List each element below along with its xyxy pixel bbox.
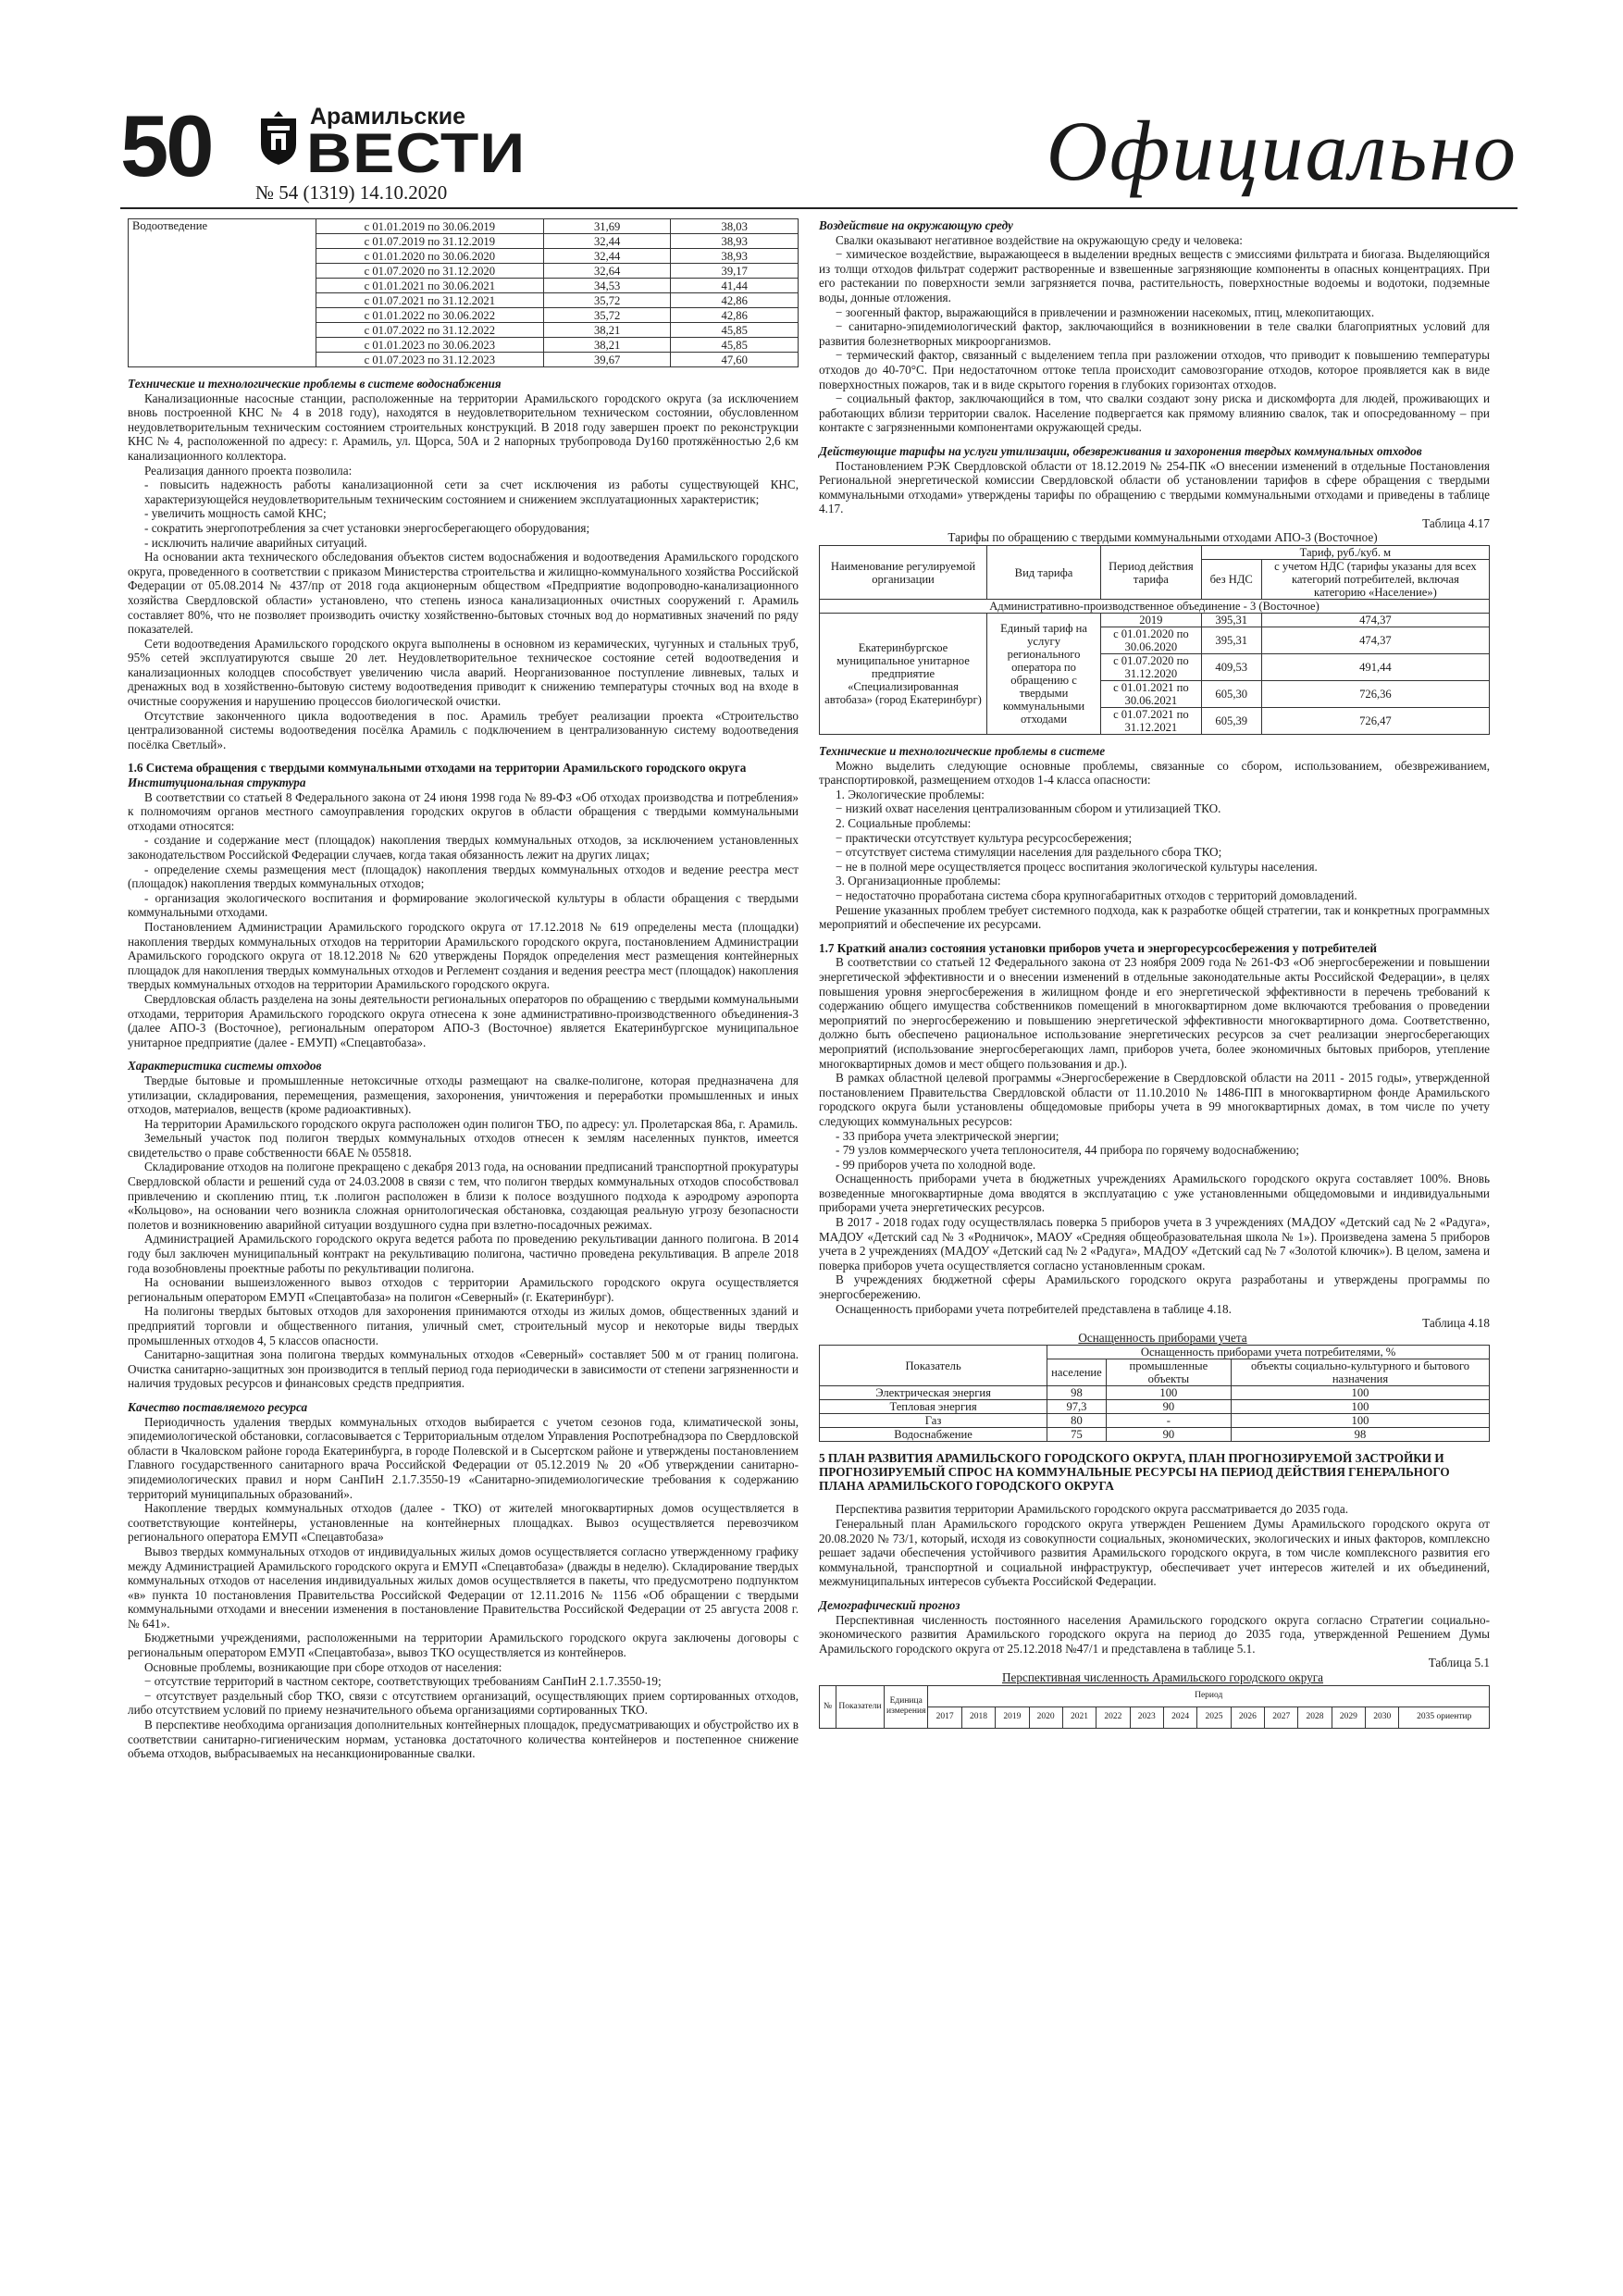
- table-cell: 474,37: [1261, 614, 1489, 627]
- paragraph: Оснащенность приборами учета в бюджетных учреждениях Арамильского городского округа составляет 100%. Вновь возведенные многоквартирные дома вводятся в эксплуатацию с уже установленными общедомовыми и индивидуальными приборами учета энергетических ресурсов.: [819, 1172, 1490, 1215]
- table-row: [129, 264, 799, 279]
- list-item: - увеличить мощность самой КНС;: [144, 506, 327, 521]
- paragraph: На территории Арамильского городского округа расположен один полигон ТБО, по адресу: ул. Пролетарская 86а, г. Арамиль.: [144, 1116, 799, 1131]
- publication-name-top: Арамильские: [310, 104, 466, 130]
- column-header: №: [820, 1685, 836, 1728]
- paragraph: Основные проблемы, возникающие при сборе отходов от населения:: [144, 1659, 502, 1674]
- subheading: Демографический прогноз: [819, 1597, 960, 1612]
- table-cell: 35,72: [543, 293, 671, 308]
- paragraph: Реализация данного проекта позволила:: [144, 463, 353, 478]
- paragraph: − социальный фактор, заключающийся в том, что свалки создают зону риска и дискомфорта для людей, проживающих и работающих вблизи территории свалок. Население подвергается как прямому влиянию свалок, так и опосредованному – при контакте с загрязненными компонентами окружающей среды.: [819, 391, 1490, 435]
- table-cell: с 01.01.2023 по 30.06.2023: [316, 338, 543, 353]
- table-row: [820, 614, 1490, 627]
- table-cell: 726,36: [1261, 681, 1489, 708]
- table-cell: 90: [1106, 1428, 1231, 1442]
- column-header: Тариф, руб./куб. м: [1201, 546, 1489, 560]
- section-heading: 1.7 Краткий анализ состояния установки приборов учета и энергоресурсосбережения у потребителей: [819, 940, 1377, 955]
- paragraph: Можно выделить следующие основные проблемы, связанные со сбором, использованием, обезвреживанием, транспортировкой, размещением отходов 1-4 класса опасности:: [819, 758, 1490, 788]
- year-header: 2017: [928, 1706, 961, 1728]
- paragraph: Постановлением РЭК Свердловской области от 18.12.2019 № 254-ПК «О внесении изменений в отдельные Постановления Региональной энергетической комиссии Свердловской области об установлении тарифов в сфере обращения с твердыми коммунальными отходами» утверждены тарифы по обращению с твердыми коммунальными отходами и приведены в таблице 4.17.: [819, 458, 1490, 516]
- left-column: [128, 218, 799, 1761]
- publication-name-main: ВЕСТИ: [306, 122, 527, 184]
- table-cell: 38,93: [671, 249, 799, 264]
- paragraph: − санитарно-эпидемиологический фактор, заключающийся в возникновении в теле свалки благоприятных условий для развития болезнетворных микроорганизмов.: [819, 319, 1490, 348]
- table-cell: 726,47: [1261, 708, 1489, 735]
- table-row: [129, 279, 799, 293]
- table-row: [129, 249, 799, 264]
- paragraph: На полигоны твердых бытовых отходов для захоронения принимаются отходы из жилых домов, общественных зданий и предприятий торговли и общественного питания, уличный смет, строительный мусор и некоторые виды твердых промышленных отходов 4, 5 классов опасности.: [128, 1304, 799, 1347]
- table-cell: с 01.07.2021 по 31.12.2021: [316, 293, 543, 308]
- section-heading: 5 ПЛАН РАЗВИТИЯ АРАМИЛЬСКОГО ГОРОДСКОГО ОКРУГА, ПЛАН ПРОГНОЗИРУЕМОЙ ЗАСТРОЙКИ И ПРОГНОЗИРУЕМЫЙ СПРОС НА КОММУНАЛЬНЫЕ РЕСУРСЫ НА ПЕРИОД ДЕЙСТВИЯ ГЕНЕРАЛЬНОГО ПЛАНА АРАМИЛЬСКОГО ГОРОДСКОГО ОКРУГА: [819, 1451, 1450, 1494]
- paragraph: - 33 прибора учета электрической энергии;: [836, 1128, 1059, 1143]
- table-cell: с 01.01.2021 по 30.06.2021: [316, 279, 543, 293]
- paragraph: − практически отсутствует культура ресурсосбережения;: [836, 830, 1133, 845]
- year-header: 2030: [1366, 1706, 1399, 1728]
- paragraph: В перспективе необходима организация дополнительных контейнерных площадок, предусматривающих и обустройство их в соответствии санитарно-гигиеническим нормам, установка достаточного количества контейнеров и постепенное снижение объема отходов, выбрасываемых на несанкционированные свалки.: [128, 1718, 799, 1761]
- paragraph: − не в полной мере осуществляется процесс воспитания экологической культуры населения.: [836, 859, 1318, 874]
- table-cell: с 01.01.2020 по 30.06.2020: [316, 249, 543, 264]
- table-cell: 45,85: [671, 323, 799, 338]
- table-cell: -: [1106, 1414, 1231, 1428]
- issue-info: № 54 (1319) 14.10.2020: [255, 181, 448, 204]
- subheading: Воздействие на окружающую среду: [819, 218, 1013, 232]
- row-label-cell: [129, 338, 316, 353]
- table-cell: 34,53: [543, 279, 671, 293]
- table-cell: 474,37: [1261, 627, 1489, 654]
- table-cell: 80: [1047, 1414, 1107, 1428]
- paragraph: В учреждениях бюджетной сферы Арамильского городского округа разработаны и утверждены программы по энергосбережению.: [819, 1272, 1490, 1302]
- table-row: [129, 353, 799, 367]
- table-cell: 2019: [1101, 614, 1202, 627]
- column-header: Вид тарифа: [987, 546, 1101, 600]
- header-rule: [120, 207, 1518, 209]
- table-group-row: [820, 600, 1490, 614]
- list-item: - повысить надежность работы канализационной сети за счет исключения из работы существующей КНС, характеризующейся неудовлетворительным техническим состоянием и снижением эксплуатационных характеристик;: [144, 478, 799, 506]
- population-forecast-table: [819, 1685, 1490, 1729]
- table-cell: с 01.01.2020 по 30.06.2020: [1101, 627, 1202, 654]
- subheading: Характеристика системы отходов: [128, 1059, 322, 1074]
- column-header: Период: [928, 1685, 1490, 1706]
- table-cell: 491,44: [1261, 654, 1489, 681]
- table-cell: с 01.01.2019 по 30.06.2019: [316, 219, 543, 234]
- table-cell: 98: [1047, 1386, 1107, 1400]
- row-label-cell: [129, 249, 316, 264]
- table-cell: 395,31: [1201, 627, 1261, 654]
- paragraph: В соответствии со статьей 8 Федерального закона от 24 июня 1998 года № 89-ФЗ «Об отходах производства и потребления» к полномочиям органов местного самоуправления городских округов в области обращения с твердыми коммунальными отходами относятся:: [128, 789, 799, 833]
- row-label-cell: [129, 264, 316, 279]
- row-label-cell: [129, 293, 316, 308]
- column-header: Период действия тарифа: [1101, 546, 1202, 600]
- heading: Технические и технологические проблемы в системе водоснабжения: [128, 377, 502, 391]
- table-cell: 100: [1231, 1400, 1489, 1414]
- town-crest-icon: [255, 109, 302, 167]
- paragraph: Периодичность удаления твердых коммунальных отходов выбирается с учетом сезонов года, климатической зоны, эпидемиологической обстановки, согласовывается с Территориальным отделом Управления Роспотребнадзора по Свердловской области в Чкаловском районе города Екатеринбурга, в городе Полевской и в Сысертском районе и утверждены постановлением Главного государственного санитарного врача Российской Федерации от 05.12.2019 № 20 «Об утверждении санитарно-эпидемиологических правил и норм СанПиН 2.1.7.3550-19 «Санитарно-эпидемиологические требования к содержанию территорий муниципальных образований».: [128, 1414, 799, 1501]
- paragraph: - создание и содержание мест (площадок) накопления твердых коммунальных отходов, за исключением установленных законодательством Российской Федерации случаев, когда такая обязанность лежит на других лицах;: [128, 833, 799, 862]
- table-cell: 38,03: [671, 219, 799, 234]
- table-cell: с 01.07.2019 по 31.12.2019: [316, 234, 543, 249]
- table-cell: 97,3: [1047, 1400, 1107, 1414]
- column-header: Наименование регулируемой организации: [820, 546, 987, 600]
- table-row: [820, 1400, 1490, 1414]
- paragraph: − отсутствует раздельный сбор ТКО, связи с отсутствием организаций, осуществляющих прием сортированных отходов, либо отсутствием условий по приему незначительного объема организациями сортированных ТКО.: [128, 1688, 799, 1718]
- table-cell: 47,60: [671, 353, 799, 367]
- paragraph: В рамках областной целевой программы «Энергосбережение в Свердловской области на 2011 - 2015 годы», утвержденной постановлением Правительства Свердловской области от 11.10.2010 № 1486-ПП в многоквартирном фонде Арамильского городского округа были установлены общедомовые приборы учета в 99 многоквартирных домах, в том числе по учету следующих коммунальных ресурсов:: [819, 1071, 1490, 1128]
- year-header: 2025: [1197, 1706, 1231, 1728]
- table-cell: 38,21: [543, 338, 671, 353]
- table-row: [129, 219, 799, 234]
- year-header: 2027: [1265, 1706, 1298, 1728]
- table-cell: 395,31: [1201, 614, 1261, 627]
- masthead: [120, 97, 1518, 209]
- paragraph: − отсутствует система стимуляции населения для раздельного сбора ТКО;: [836, 845, 1222, 860]
- year-header: 2023: [1130, 1706, 1163, 1728]
- paragraph: Оснащенность приборами учета потребителей представлена в таблице 4.18.: [836, 1301, 1232, 1316]
- paragraph: - организация экологического воспитания и формирование экологической культуры в области обращения с твердыми коммунальными отходами.: [128, 890, 799, 920]
- table-row: [129, 338, 799, 353]
- table-cell: 75: [1047, 1428, 1107, 1442]
- table-cell: с 01.07.2023 по 31.12.2023: [316, 353, 543, 367]
- paragraph: На основании акта технического обследования объектов систем водоснабжения и водоотведения Арамильского городского округа, проведенного в соответствии с приказом Министерства строительства и жилищно-коммунального хозяйства Российской Федерации от 05.08.2014 № 437/пр от 2018 года акционерным обществом «Предприятие водопроводно-канализационного хозяйства Свердловской области» установлено, что степень износа канализационных очистных сооружений г. Арамиль составляет 80%, что не позволяет производить очистку хозяйственно-бытовых сточных вод до нормативных значений по ряду показателей.: [128, 550, 799, 637]
- paragraph: − термический фактор, связанный с выделением тепла при разложении отходов, что приводит к повышению температуры отходов до 40-70°С. При недостаточном оттоке тепла происходит самовозгорание отходов, которое проявляется как в виде поверхностных пожаров, так и в виде скрытого горения в глубоких горизонтах отходов.: [819, 348, 1490, 391]
- paragraph: Постановлением Администрации Арамильского городского округа от 17.12.2018 № 619 определены места (площадки) накопления твердых коммунальных отходов на территории Арамильского городского округа, постановлением Администрации Арамильского городского округа от 18.12.2018 № 620 утверждены Порядок определения мест размещения контейнерных площадок для накопления твердых коммунальных отходов и Реглемент создания и ведения реестра мест (площадок) накопления твердых коммунальных отходов на территории Арамильского городского округа.: [128, 919, 799, 992]
- table-cell: с 01.01.2022 по 30.06.2022: [316, 308, 543, 323]
- paragraph: Земельный участок под полигон твердых коммунальных отходов отнесен к землям населенных пунктов, имеется свидетельство о праве собственности 66АЕ № 055818.: [128, 1131, 799, 1160]
- section-title: Официально: [1046, 104, 1518, 198]
- list-item: - исключить наличие аварийных ситуаций.: [144, 535, 367, 550]
- table-cell: 100: [1231, 1386, 1489, 1400]
- subheading: Институциональная структура: [128, 776, 306, 790]
- column-header: Показатель: [820, 1346, 1047, 1386]
- table-row: [129, 308, 799, 323]
- paragraph: Решение указанных проблем требует системного подхода, как к разработке общей стратегии, так и конкретных программных мероприятий и обеспечение их ресурсами.: [819, 902, 1490, 932]
- year-header: 2035 ориентир: [1399, 1706, 1490, 1728]
- table-cell: 38,21: [543, 323, 671, 338]
- table-cell: с 01.07.2022 по 31.12.2022: [316, 323, 543, 338]
- year-header: 2021: [1062, 1706, 1096, 1728]
- paragraph: В соответствии со статьей 12 Федерального закона от 23 ноября 2009 года № 261-ФЗ «Об энергосбережении и повышении энергетической эффективности и о внесении изменений в отдельные законодательные акты Российской Федерации», в целях повышения уровня энергосбережения в жилищном фонде и его энергетической эффективности в перечень требований к содержанию общего имущества собственников помещений в многоквартирном доме включаются требования о проведении мероприятий по энергосбережению и повышению энергетической эффективности многоквартирного дома. Соответственно, должно быть обеспечено рациональное использование энергетических ресурсов за счет реализации энергосберегающих мероприятий (использование энергосберегающих ламп, приборов учета, более экономичных бытовых приборов, утепление многоквартирных домов и мест общего пользования и др.).: [819, 955, 1490, 1071]
- table-row: [820, 1386, 1490, 1400]
- paragraph: Перспектива развития территории Арамильского городского округа рассматривается до 2035 года.: [836, 1502, 1349, 1517]
- section-heading: 1.6 Система обращения с твердыми коммунальными отходами на территории Арамильского городского округа: [128, 761, 747, 776]
- paragraph: Складирование отходов на полигоне прекращено с декабря 2013 года, на основании предписаний транспортной прокуратуры Свердловской области и решений суда от 24.03.2008 в связи с тем, что полигон твердых коммунальных отходов способствовал привлечению и скоплению птиц, т.к .полигон расположен в близи к полосе воздушного подхода к аэродрому аэропорта «Кольцово», на основании чего возникла сложная орнитологическая обстановка, создающая реальную угрозу безопасности полетов и возникновению аварийной ситуации воздушного судна при взлетно-посадочных режимах.: [128, 1160, 799, 1232]
- row-label-cell: [129, 323, 316, 338]
- row-label-cell: [129, 353, 316, 367]
- table-cell: Единый тариф на услугу регионального оператора по обращению с твердыми коммунальными отходами: [987, 614, 1101, 735]
- paragraph: В 2017 - 2018 годах году осуществлялась поверка 5 приборов учета в 3 учреждениях (МАДОУ «Детский сад № 2 «Радуга», МАДОУ «Детский сад № 3 «Родничок», МАОУ «Средняя общеобразовательная школа № 1»). Произведена замена 5 приборов учета в 2 учреждениях (МАДОУ «Детский сад № 2 «Радуга», МАДОУ «Детский сад № 7 «Золотой ключик»). В целом, замена и поверка приборов учета осуществляется согласно установленным срокам.: [819, 1215, 1490, 1272]
- paragraph: Генеральный план Арамильского городского округа утвержден Решением Думы Арамильского городского округа от 20.08.2020 № 73/1, который, исходя из совокупности социальных, экономических, экологических и иных факторов, комплексно решает задачи обеспечения устойчивого развития Арамильского городского округа, в том числе комплексного развития его коммунальной, транспортной и социальной инфраструктур, обеспечивает учет интересов жителей и их объединений, межмуниципальных интересов субъекта Российской Федерации.: [819, 1517, 1490, 1589]
- paragraph: Санитарно-защитная зона полигона твердых коммунальных отходов «Северный» составляет 500 м от границ полигона. Очистка санитарно-защитных зон производится в теплый период года периодически в зависимости от степени загрязненности и наличия трудовых ресурсов и финансовых средств предприятия.: [128, 1347, 799, 1391]
- table-cell: 98: [1231, 1428, 1489, 1442]
- column-header: Единица измерения: [885, 1685, 928, 1728]
- subheading: Качество поставляемого ресурса: [128, 1399, 308, 1414]
- paragraph: Канализационные насосные станции, расположенные на территории Арамильского городского округа (за исключением вновь построенной КНС № 4 в 2018 году), находятся в неудовлетворительном техническом состоянии, обусловленном неудовлетворительным техническим состоянием строительных конструкций. В 2018 году завершен проект по реконструкции КНС № 4, расположенной по адресу: г. Арамиль, ул. Щорса, 50А и 2 напорных трубопровода Dy160 протяжённостью 2,6 км канализационного коллектора.: [128, 391, 799, 463]
- table-cell: Газ: [820, 1414, 1047, 1428]
- paragraph: − недостаточно проработана система сбора крупногабаритных отходов с территорий домовладений.: [836, 888, 1357, 902]
- table-label: Таблица 4.18: [1422, 1316, 1490, 1331]
- table-row: [129, 323, 799, 338]
- table-cell: 90: [1106, 1400, 1231, 1414]
- column-header: Оснащенность приборами учета потребителями, %: [1047, 1346, 1490, 1359]
- table-cell: 100: [1231, 1414, 1489, 1428]
- paragraph: - 99 приборов учета по холодной воде.: [836, 1157, 1036, 1172]
- paragraph: Администрацией Арамильского городского округа ведется работа по проведению рекультивации данного полигона. В 2014 году был заключен муниципальный контракт на рекультивацию полигона, частично проведена рекультивация. В апреле 2018 года возобновлены проектные работы по рекультивации полигона.: [128, 1232, 799, 1275]
- table-label: Таблица 4.17: [1422, 515, 1490, 530]
- list-item: - сократить энергопотребления за счет установки энергосберегающего оборудования;: [144, 520, 590, 535]
- year-header: 2022: [1096, 1706, 1130, 1728]
- water-disposal-tariff-table: [128, 218, 799, 367]
- paragraph: − отсутствие территорий в частном секторе, соответствующих требованиям СанПиН 2.1.7.3550-19;: [144, 1674, 662, 1689]
- table-cell: с 01.07.2020 по 31.12.2020: [316, 264, 543, 279]
- table-cell: 100: [1106, 1386, 1231, 1400]
- column-header: Показатели: [836, 1685, 885, 1728]
- table-cell: 605,39: [1201, 708, 1261, 735]
- table-cell: 32,44: [543, 249, 671, 264]
- table-cell: 605,30: [1201, 681, 1261, 708]
- paragraph: − низкий охват населения централизованным сбором и утилизацией ТКО.: [836, 801, 1221, 816]
- column-header: без НДС: [1201, 560, 1261, 600]
- paragraph: Сети водоотведения Арамильского городского округа выполнены в основном из керамических, чугунных и стальных труб, 95% сетей эксплуатируются свыше 20 лет. Неудовлетворительное техническое состояние сетей водоотведения и канализационных колодцев способствует увеличению числа аварий. Неорганизованное поступление ливневых, талых и дренажных вод в хозяйственно-бытовую систему водоотведения приводит к снижению температуры сточных вод на входе в очистные сооружения и нарушению процессов биологической очистки.: [128, 636, 799, 709]
- table-cell: 39,67: [543, 353, 671, 367]
- table-cell: 35,72: [543, 308, 671, 323]
- year-header: 2028: [1298, 1706, 1332, 1728]
- row-label-cell: [129, 234, 316, 249]
- table-row: [129, 234, 799, 249]
- paragraph: Свалки оказывают негативное воздействие на окружающую среду и человека:: [836, 232, 1243, 247]
- paragraph: 1. Экологические проблемы:: [836, 787, 985, 801]
- year-header: 2029: [1332, 1706, 1365, 1728]
- column-header: промышленные объекты: [1106, 1359, 1231, 1386]
- metering-table: [819, 1345, 1490, 1442]
- table-cell: Екатеринбургское муниципальное унитарное предприятие «Специализированная автобаза» (город Екатеринбург): [820, 614, 987, 735]
- subheading: Технические и технологические проблемы в системе: [819, 744, 1106, 759]
- table-title: Перспективная численность Арамильского городского округа: [1002, 1669, 1323, 1684]
- paragraph: − химическое воздействие, выражающееся в выделении вредных веществ с эмиссиями фильтрата и биогаза. Выделяющийся из толщи отходов фильтрат содержит растворенные и взвешенные загрязняющие компоненты в опасных концентрациях. При его растекании по поверхности земли загрязняется почва, растительность, поверхностные водоемы и водотоки, подземные воды, донные отложения.: [819, 247, 1490, 304]
- table-cell: 32,64: [543, 264, 671, 279]
- year-header: 2019: [996, 1706, 1029, 1728]
- table-cell: 42,86: [671, 308, 799, 323]
- table-row: [820, 1414, 1490, 1428]
- table-row: [820, 1428, 1490, 1442]
- paragraph: − зоогенный фактор, выражающийся в привлечении и размножении насекомых, птиц, млекопитающих.: [836, 304, 1375, 319]
- paragraph: Перспективная численность постоянного населения Арамильского городского округа согласно Стратегии социально-экономического развития Арамильского городского округа на период до 2035 года, утвержденной Решением Думы Арамильского городского округа от 25.12.2018 №47/1 и представлена в таблице 5.1.: [819, 1612, 1490, 1656]
- subheading: Действующие тарифы на услуги утилизации, обезвреживания и захоронения твердых коммунальных отходов: [819, 443, 1422, 458]
- table-title: Оснащенность приборами учета: [1078, 1330, 1247, 1345]
- table-cell: 31,69: [543, 219, 671, 234]
- group-cell: Административно-производственное объединение - 3 (Восточное): [820, 600, 1490, 614]
- table-title: Тарифы по обращению с твердыми коммунальными отходами АПО-3 (Восточное): [948, 530, 1378, 545]
- table-cell: 39,17: [671, 264, 799, 279]
- row-label-cell: [129, 308, 316, 323]
- year-header: 2020: [1029, 1706, 1062, 1728]
- year-header: 2024: [1163, 1706, 1196, 1728]
- table-cell: 32,44: [543, 234, 671, 249]
- paragraph: На основании вышеизложенного вывоз отходов с территории Арамильского городского округа осуществляется региональным оператором ЕМУП «Спецавтобаза» на полигон «Северный» (г. Екатеринбург).: [128, 1275, 799, 1304]
- paragraph: Вывоз твердых коммунальных отходов от индивидуальных жилых домов осуществляется согласно утвержденному графику между Администрацией Арамильского городского округа и ЕМУП «Спецавтобаза» (дважды в неделю). Складирование твердых коммунальных отходов от населения индивидуальных жилых домов осуществляется в пакеты, что предусмотрено подпунктом «в» пункта 10 постановления Правительства Российской Федерации от 12.11.2016 № 1156 «Об обращении с твердыми коммунальными отходами и внесении изменения в постановление Правительства Российской Федерации от 25 августа 2008 г. № 641».: [128, 1544, 799, 1631]
- paragraph: Твердые бытовые и промышленные нетоксичные отходы размещают на свалке-полигоне, которая предназначена для утилизации, складирования, перемещения, размещения, захоронения, уничтожения и переработки промышленных и иных отходов, материалов, веществ (кроме радиоактивных).: [128, 1073, 799, 1117]
- paragraph: 2. Социальные проблемы:: [836, 816, 972, 831]
- paragraph: - 79 узлов коммерческого учета теплоносителя, 44 прибора по горячему водоснабжению;: [836, 1143, 1300, 1158]
- column-header: объекты социально-культурного и бытового назначения: [1231, 1359, 1489, 1386]
- column-header: с учетом НДС (тарифы указаны для всех категорий потребителей, включая категорию «Население»): [1261, 560, 1489, 600]
- table-cell: с 01.07.2020 по 31.12.2020: [1101, 654, 1202, 681]
- table-cell: с 01.07.2021 по 31.12.2021: [1101, 708, 1202, 735]
- page-number: 50: [120, 97, 212, 194]
- table-cell: 38,93: [671, 234, 799, 249]
- paragraph: 3. Организационные проблемы:: [836, 874, 1001, 888]
- paragraph: Накопление твердых коммунальных отходов (далее - ТКО) от жителей многоквартирных домов осуществляется в соответствующие контейнеры, установленные на контейнерных площадках. Вывоз осуществляется перевозчиком регионального оператора ЕМУП «Спецавтобаза»: [128, 1501, 799, 1545]
- paragraph: Свердловская область разделена на зоны деятельности региональных операторов по обращению с твердыми коммунальными отходами, территория Арамильского городского округа отнесена к зоне административно-производственного объединения-3 (далее АПО-3 (Восточное), региональным оператором АПО-3 (Восточное) является Екатеринбургское муниципальное унитарное предприятие (далее - ЕМУП) «Спецавтобаза».: [128, 991, 799, 1049]
- table-label: Таблица 5.1: [1428, 1656, 1490, 1670]
- table-cell: 41,44: [671, 279, 799, 293]
- year-header: 2018: [961, 1706, 995, 1728]
- table-cell: с 01.01.2021 по 30.06.2021: [1101, 681, 1202, 708]
- row-label-cell: Водоотведение: [129, 219, 316, 234]
- table-cell: Тепловая энергия: [820, 1400, 1047, 1414]
- paragraph: - определение схемы размещения мест (площадок) накопления твердых коммунальных отходов и ведение реестра мест (площадок) накопления твердых коммунальных отходов;: [128, 862, 799, 891]
- paragraph: Бюджетными учреждениями, расположенными на территории Арамильского городского округа заключены договоры с региональным оператором ЕМУП «Спецавтобаза», вывоз ТКО осуществляется из контейнеров.: [128, 1631, 799, 1660]
- row-label-cell: [129, 279, 316, 293]
- table-cell: 42,86: [671, 293, 799, 308]
- table-cell: 45,85: [671, 338, 799, 353]
- table-cell: Водоснабжение: [820, 1428, 1047, 1442]
- table-cell: 409,53: [1201, 654, 1261, 681]
- table-row: [129, 293, 799, 308]
- column-header: население: [1047, 1359, 1107, 1386]
- right-column: [819, 218, 1490, 1729]
- paragraph: Отсутствие законченного цикла водоотведения в пос. Арамиль требует реализации проекта «Строительство централизованной системы водоотведения посёлка Арамиль с подключением в централизованную систему водоотведения посёлка Светлый».: [128, 708, 799, 751]
- year-header: 2026: [1231, 1706, 1264, 1728]
- table-cell: Электрическая энергия: [820, 1386, 1047, 1400]
- tko-tariff-table: [819, 545, 1490, 735]
